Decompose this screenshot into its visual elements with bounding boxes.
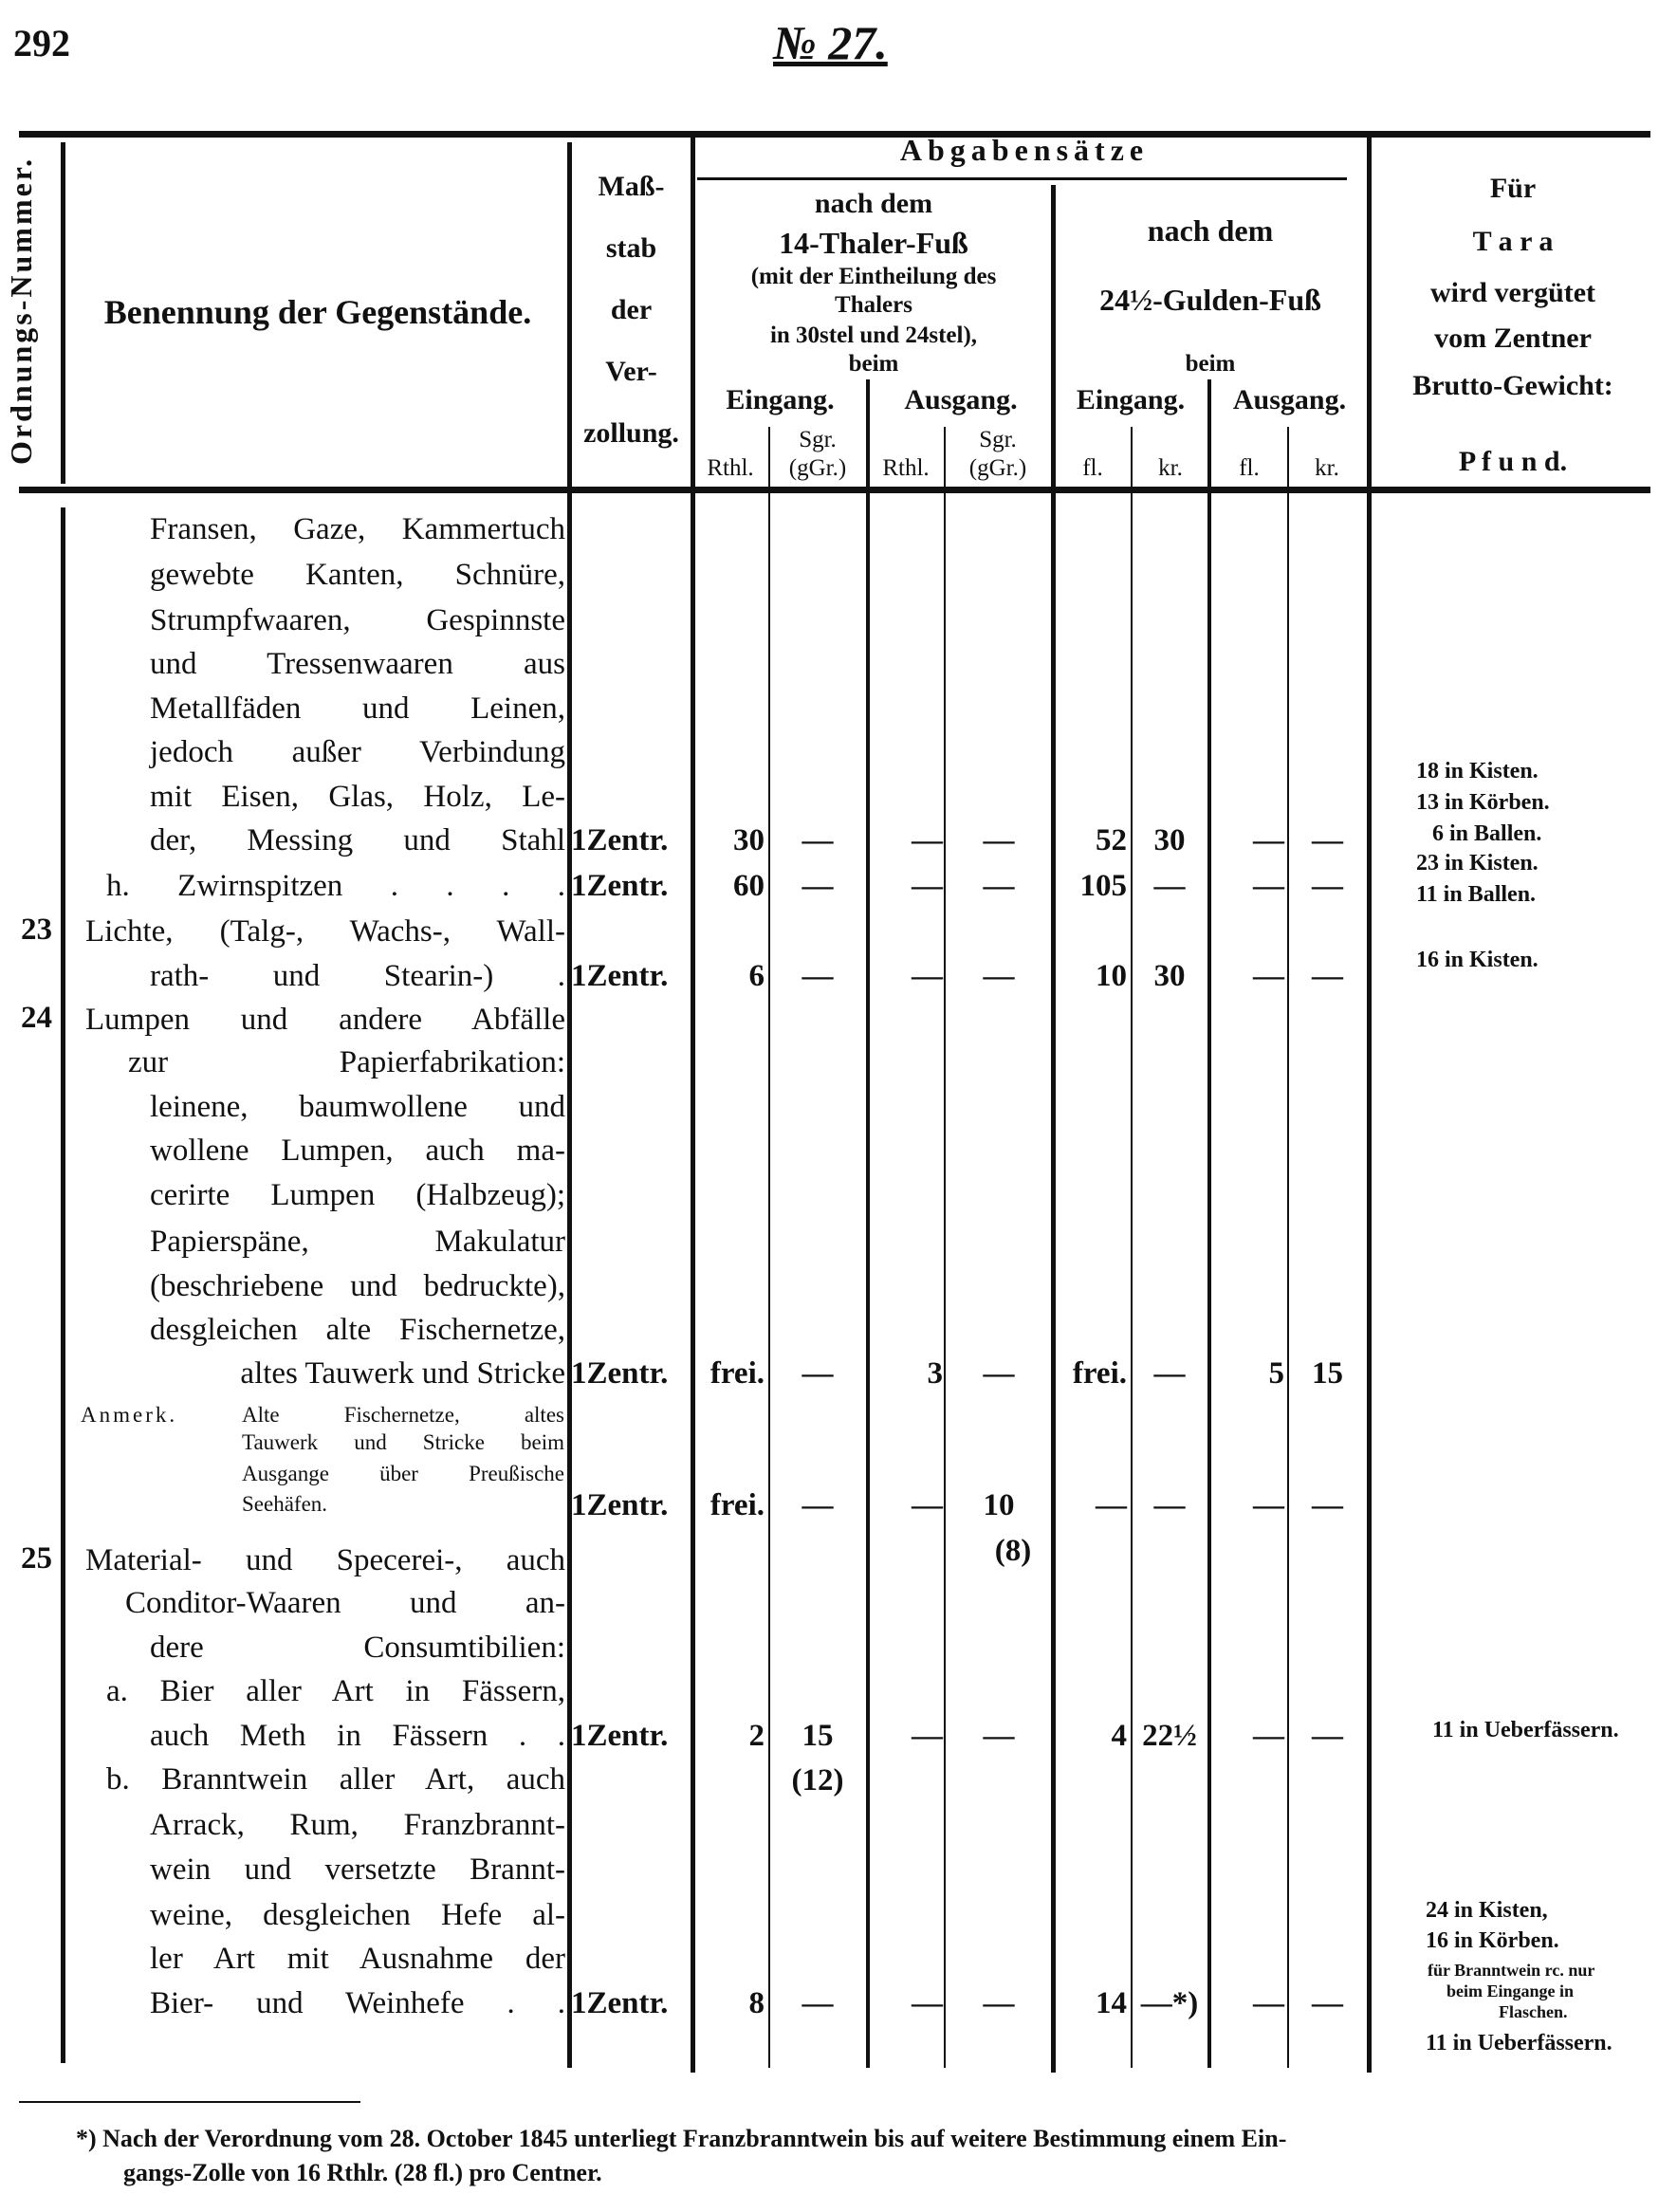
header-thaler-line: 14-Thaler-Fuß <box>779 226 968 260</box>
header-rthl: Rthl. <box>882 455 930 481</box>
value-gulden-eingang-fl: 14 <box>1096 1986 1127 2020</box>
description-line: h. Zwirnspitzen . . . . <box>106 869 565 903</box>
header-sgr: Sgr. <box>799 427 837 452</box>
value-ausgang-sgr: 10 <box>983 1488 1015 1522</box>
description-line: wein und versetzte Brannt- <box>150 1853 565 1887</box>
header-pfund: P f u n d. <box>1458 446 1568 477</box>
value-gulden-eingang-kr: 22½ <box>1142 1719 1197 1753</box>
value-measure: 1Zentr. <box>571 869 669 903</box>
description-line: zur Papierfabrikation: <box>128 1045 565 1079</box>
description-line: jedoch außer Verbindung <box>150 735 565 769</box>
tara-line: 23 in Kisten. <box>1416 851 1539 876</box>
header-bottom-rule <box>19 487 1650 493</box>
value-gulden-ausgang-fl: — <box>1253 1488 1284 1522</box>
value-gulden-eingang-kr: 30 <box>1153 959 1186 993</box>
anmerkung-line: Seehäfen. <box>242 1492 328 1516</box>
description-line: (beschriebene und bedruckte), <box>150 1269 565 1303</box>
value-gulden-eingang-kr: — <box>1153 1488 1186 1522</box>
value-ausgang-sgr: — <box>983 959 1015 993</box>
footnote-rule <box>19 2101 360 2103</box>
header-massstab-line: Ver- <box>605 356 657 387</box>
footnote-line: gangs-Zolle von 16 Rthlr. (28 fl.) pro Centner. <box>123 2159 602 2186</box>
description-line: a. Bier aller Art in Fässern, <box>106 1674 565 1708</box>
value-gulden-eingang-kr: —*) <box>1140 1986 1199 2020</box>
header-sgr: Sgr. <box>979 427 1017 452</box>
col-divider <box>866 379 870 2068</box>
header-abgaben: Abgabensätze <box>899 133 1150 167</box>
header-massstab-line: stab <box>605 232 657 264</box>
value-eingang-sgr: — <box>802 869 834 903</box>
tara-line: 24 in Kisten, <box>1426 1898 1548 1923</box>
col-divider-thin <box>944 427 946 2068</box>
value-gulden-ausgang-fl: — <box>1253 1719 1284 1753</box>
anmerkung-label: Anmerk. <box>81 1403 178 1427</box>
description-line: Lumpen und andere Abfälle <box>85 1003 565 1037</box>
header-thaler-line: in 30stel und 24stel), <box>769 323 978 348</box>
header-thaler-line: beim <box>848 351 899 377</box>
value-ausgang-rthl: — <box>912 823 943 857</box>
header-fl: fl. <box>1082 455 1103 481</box>
item-number: 24 <box>21 1001 52 1035</box>
col-divider-thin <box>1131 427 1133 2068</box>
tara-line: 11 in Ballen. <box>1416 882 1537 907</box>
value-ausgang-rthl: — <box>912 1488 943 1522</box>
value-eingang-rthl: 60 <box>733 869 765 903</box>
value-measure: 1Zentr. <box>571 1356 669 1391</box>
tara-line: 11 in Ueberfässern. <box>1426 2031 1612 2055</box>
header-eingang-gulden: Eingang. <box>1076 384 1186 415</box>
description-line: der, Messing und Stahl <box>150 823 565 857</box>
value-gulden-eingang-kr: 30 <box>1153 823 1186 857</box>
header-eingang-thaler: Eingang. <box>726 384 835 415</box>
value-eingang-rthl: 8 <box>748 1986 765 2020</box>
description-line: Arrack, Rum, Franzbrannt- <box>150 1808 565 1842</box>
col-divider <box>691 138 695 2073</box>
value-ausgang-rthl: — <box>912 869 943 903</box>
description-line: desgleichen alte Fischernetze, <box>150 1313 565 1347</box>
value-ausgang-rthl: 3 <box>927 1356 943 1391</box>
value-gulden-ausgang-kr: — <box>1312 1488 1343 1522</box>
value-gulden-ausgang-fl: — <box>1253 959 1284 993</box>
description-line: Papierspäne, Makulatur <box>150 1225 565 1259</box>
header-ggr: (gGr.) <box>788 455 847 481</box>
description-line: Fransen, Gaze, Kammertuch <box>150 512 565 546</box>
value-measure: 1Zentr. <box>571 1986 669 2020</box>
header-tara-line: Für <box>1489 173 1537 204</box>
value-gulden-eingang-fl: 52 <box>1096 823 1127 857</box>
value-gulden-ausgang-fl: — <box>1253 823 1284 857</box>
tara-line: beim Eingange in <box>1447 1982 1575 2000</box>
col-divider-thin <box>768 427 770 2068</box>
header-thaler-line: nach dem <box>814 188 933 219</box>
header-thaler-line: Thalers <box>835 292 912 318</box>
value-ausgang-rthl: — <box>912 1719 943 1753</box>
description-line: leinene, baumwollene und <box>150 1090 565 1124</box>
description-line: dere Consumtibilien: <box>150 1631 565 1665</box>
header-kr: kr. <box>1158 455 1183 481</box>
header-gulden-line: 24½-Gulden-Fuß <box>1099 283 1321 317</box>
abgaben-rule <box>697 177 1347 180</box>
value-gulden-ausgang-fl: 5 <box>1268 1356 1284 1391</box>
header-massstab-line: Maß- <box>598 171 665 202</box>
header-massstab-line: zollung. <box>583 417 679 449</box>
description-line: auch Meth in Fässern . . <box>150 1719 565 1753</box>
header-ordnungs-nummer: Ordnungs-Nummer. <box>4 156 38 465</box>
value-measure: 1Zentr. <box>571 1719 669 1753</box>
value-gulden-ausgang-kr: — <box>1312 823 1343 857</box>
tara-line: 16 in Körben. <box>1426 1928 1559 1953</box>
item-number: 23 <box>21 912 52 947</box>
value-gulden-eingang-fl: 4 <box>1111 1719 1127 1753</box>
value-eingang-rthl: 2 <box>748 1719 765 1753</box>
description-line: ler Art mit Ausnahme der <box>150 1942 565 1976</box>
header-ausgang-thaler: Ausgang. <box>904 384 1018 415</box>
description-line: Conditor-Waaren und an- <box>125 1586 565 1620</box>
value-measure: 1Zentr. <box>571 823 669 857</box>
description-line: wollene Lumpen, auch ma- <box>150 1134 565 1168</box>
col-divider-thin <box>1287 427 1289 2068</box>
header-gulden-line: beim <box>1185 351 1236 377</box>
header-massstab-line: der <box>610 294 653 325</box>
header-ausgang-gulden: Ausgang. <box>1232 384 1347 415</box>
header-benennung: Benennung der Gegenstände. <box>103 293 532 331</box>
value-eingang-sgr: — <box>802 1488 834 1522</box>
value-gulden-ausgang-fl: — <box>1253 869 1284 903</box>
tara-line: 16 in Kisten. <box>1416 948 1539 972</box>
value-gulden-ausgang-kr: — <box>1312 1719 1343 1753</box>
value-eingang-sgr: — <box>802 959 834 993</box>
item-number: 25 <box>21 1541 52 1576</box>
tara-line: 13 in Körben. <box>1416 790 1550 815</box>
value-eingang-ggr: (12) <box>791 1763 844 1797</box>
value-gulden-ausgang-kr: — <box>1312 1986 1343 2020</box>
value-eingang-sgr: 15 <box>802 1719 834 1753</box>
value-eingang-sgr: — <box>802 1986 834 2020</box>
page-title: № 27. <box>773 16 888 69</box>
header-gulden-line: nach dem <box>1147 213 1274 248</box>
description-line: und Tressenwaaren aus <box>150 647 565 681</box>
col-divider-body <box>61 507 65 2063</box>
header-fl: fl. <box>1239 455 1260 481</box>
anmerkung-line: Tauwerk und Stricke beim <box>242 1430 564 1454</box>
value-gulden-eingang-fl: 105 <box>1079 869 1127 903</box>
header-thaler-line: (mit der Eintheilung des <box>750 264 997 289</box>
description-line: Strumpfwaaren, Gespinnste <box>150 603 565 637</box>
description-line: b. Branntwein aller Art, auch <box>106 1762 565 1797</box>
header-tara-line: Brutto-Gewicht: <box>1412 370 1613 401</box>
description-line: Bier- und Weinhefe . . <box>150 1986 565 2020</box>
description-line: rath- und Stearin-) . <box>150 959 565 993</box>
value-gulden-eingang-kr: — <box>1153 869 1186 903</box>
footnote-line: *) Nach der Verordnung vom 28. October 1845 unterliegt Franzbranntwein bis auf weitere Bestimmung einem Ein- <box>76 2125 1287 2152</box>
value-ausgang-rthl: — <box>912 959 943 993</box>
value-gulden-eingang-kr: — <box>1153 1356 1186 1391</box>
value-ausgang-sgr: — <box>983 823 1015 857</box>
header-kr: kr. <box>1315 455 1339 481</box>
value-gulden-ausgang-kr: — <box>1312 869 1343 903</box>
tara-line: 11 in Ueberfässern. <box>1432 1718 1619 1742</box>
header-tara-line: T a r a <box>1472 226 1554 257</box>
value-measure: 1Zentr. <box>571 959 669 993</box>
value-eingang-rthl: 30 <box>733 823 765 857</box>
value-gulden-eingang-fl: frei. <box>1072 1356 1127 1391</box>
value-ausgang-rthl: — <box>912 1986 943 2020</box>
value-eingang-sgr: — <box>802 823 834 857</box>
header-tara-line: wird vergütet <box>1429 277 1596 308</box>
description-line: Lichte, (Talg-, Wachs-, Wall- <box>85 914 565 949</box>
description-line: Metallfäden und Leinen, <box>150 691 565 726</box>
value-ausgang-sgr: — <box>983 1356 1015 1391</box>
value-eingang-rthl: frei. <box>710 1356 765 1391</box>
tara-line: Flaschen. <box>1499 2002 1568 2021</box>
tara-line: 6 in Ballen. <box>1432 821 1542 846</box>
value-gulden-ausgang-kr: — <box>1312 959 1343 993</box>
value-eingang-sgr: — <box>802 1356 834 1391</box>
header-rthl: Rthl. <box>707 455 754 481</box>
header-ggr: (gGr.) <box>968 455 1027 481</box>
value-eingang-rthl: frei. <box>710 1488 765 1522</box>
value-eingang-rthl: 6 <box>748 959 765 993</box>
value-gulden-eingang-fl: — <box>1096 1488 1127 1522</box>
value-gulden-ausgang-fl: — <box>1253 1986 1284 2020</box>
value-ausgang-sgr: — <box>983 869 1015 903</box>
anmerkung-line: Alte Fischernetze, altes <box>242 1403 564 1427</box>
anmerkung-line: Ausgange über Preußische <box>242 1462 564 1485</box>
description-line: altes Tauwerk und Stricke <box>240 1356 565 1391</box>
description-line: weine, desgleichen Hefe al- <box>150 1898 565 1932</box>
value-ausgang-ggr: (8) <box>994 1534 1032 1568</box>
value-ausgang-sgr: — <box>983 1719 1015 1753</box>
tara-line: 18 in Kisten. <box>1416 759 1539 783</box>
page-number: 292 <box>13 22 70 65</box>
description-line: Material- und Specerei-, auch <box>85 1543 565 1577</box>
tara-line: für Branntwein rc. nur <box>1428 1961 1595 1980</box>
value-gulden-ausgang-kr: 15 <box>1312 1356 1343 1391</box>
description-line: gewebte Kanten, Schnüre, <box>150 558 565 592</box>
col-divider <box>1207 379 1211 2068</box>
col-divider <box>61 142 65 484</box>
description-line: mit Eisen, Glas, Holz, Le- <box>150 780 565 814</box>
value-ausgang-sgr: — <box>983 1986 1015 2020</box>
header-tara-line: vom Zentner <box>1434 323 1592 354</box>
col-divider <box>1367 138 1372 2073</box>
value-measure: 1Zentr. <box>571 1488 669 1522</box>
description-line: cerirte Lumpen (Halbzeug); <box>150 1178 565 1212</box>
value-gulden-eingang-fl: 10 <box>1096 959 1127 993</box>
